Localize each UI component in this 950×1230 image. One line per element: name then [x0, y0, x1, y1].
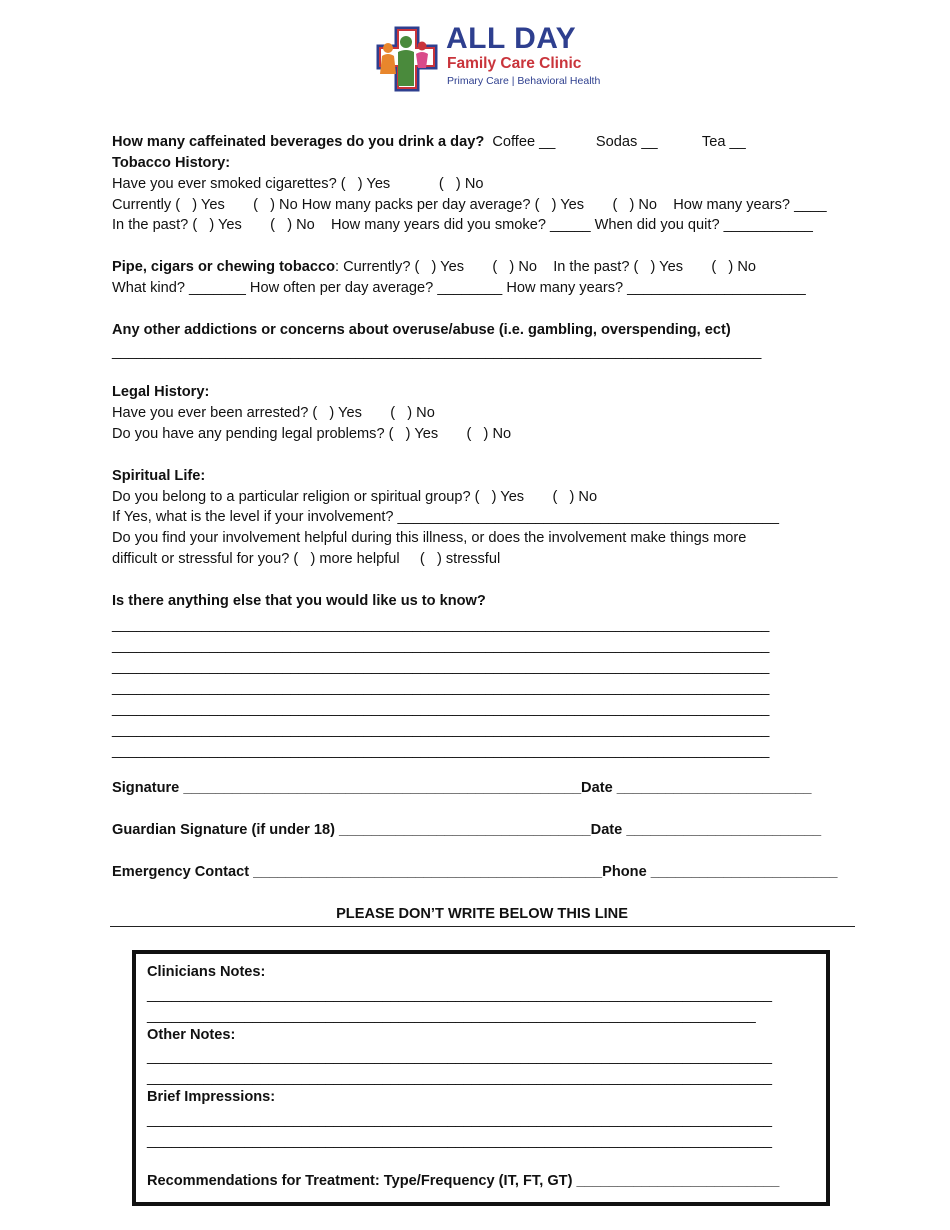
- brief-impressions-blank[interactable]: _____________________________________________________________________________: [147, 1112, 772, 1128]
- family-cross-icon: [374, 24, 442, 94]
- pipe-details[interactable]: What kind? _______ How often per day average? ________ How many years? ______________________: [112, 280, 806, 296]
- divider-rule: [110, 926, 855, 927]
- legal-title: Legal History:: [112, 384, 210, 400]
- other-notes-label: Other Notes:: [147, 1027, 236, 1043]
- spiritual-religion[interactable]: Do you belong to a particular religion or spiritual group? ( ) Yes ( ) No: [112, 489, 598, 505]
- pipe-currently[interactable]: : Currently? ( ) Yes ( ) No In the past? ( ) Yes ( ) No: [335, 259, 756, 275]
- addictions-blank[interactable]: ________________________________________________________________________________: [112, 344, 762, 360]
- anything-else-blank[interactable]: _________________________________________________________________________________: [112, 680, 770, 696]
- legal-arrested[interactable]: Have you ever been arrested? ( ) Yes ( ) No: [112, 405, 435, 421]
- caffeine-options[interactable]: Coffee __ Sodas __ Tea __: [484, 134, 746, 150]
- recommendations-line[interactable]: Recommendations for Treatment: Type/Frequency (IT, FT, GT) _________________________: [147, 1173, 780, 1189]
- signature-line[interactable]: Signature _________________________________________________Date ________________________: [112, 780, 812, 796]
- anything-else-blank[interactable]: _________________________________________________________________________________: [112, 701, 770, 717]
- office-use-box: [132, 950, 830, 1206]
- spiritual-title: Spiritual Life:: [112, 468, 206, 484]
- addictions-question: Any other addictions or concerns about overuse/abuse (i.e. gambling, overspending, ect): [112, 322, 731, 338]
- other-notes-blank[interactable]: _____________________________________________________________________________: [147, 1049, 772, 1065]
- clinicians-notes-blank[interactable]: ___________________________________________________________________________: [147, 1008, 756, 1024]
- tobacco-title: Tobacco History:: [112, 155, 231, 171]
- guardian-signature-line[interactable]: Guardian Signature (if under 18) _______________________________Date ________________________: [112, 822, 822, 838]
- legal-pending[interactable]: Do you have any pending legal problems? ( ) Yes ( ) No: [112, 426, 512, 442]
- caffeine-question: How many caffeinated beverages do you drink a day?: [112, 134, 485, 150]
- anything-else-blank[interactable]: _________________________________________________________________________________: [112, 743, 770, 759]
- clinic-logo: [374, 22, 614, 96]
- clinicians-notes-blank[interactable]: _____________________________________________________________________________: [147, 987, 772, 1003]
- pipe-label: Pipe, cigars or chewing tobacco: [112, 259, 336, 275]
- spiritual-helpful-question: Do you find your involvement helpful during this illness, or does the involvement make things more: [112, 530, 747, 546]
- divider-text: PLEASE DON’T WRITE BELOW THIS LINE: [336, 906, 628, 922]
- logo-tagline: Primary Care | Behavioral Health: [447, 75, 601, 87]
- tobacco-past[interactable]: In the past? ( ) Yes ( ) No How many years did you smoke? _____ When did you quit? ___________: [112, 217, 813, 233]
- anything-else-question: Is there anything else that you would like us to know?: [112, 593, 486, 609]
- emergency-contact-line[interactable]: Emergency Contact ___________________________________________Phone _______________________: [112, 864, 838, 880]
- logo-subtitle: Family Care Clinic: [447, 55, 582, 72]
- spiritual-helpful-options[interactable]: difficult or stressful for you? ( ) more helpful ( ) stressful: [112, 551, 501, 567]
- brief-impressions-label: Brief Impressions:: [147, 1089, 276, 1105]
- caffeine-row: [112, 132, 746, 152]
- logo-title: ALL DAY: [446, 22, 577, 55]
- other-notes-blank[interactable]: _____________________________________________________________________________: [147, 1070, 772, 1086]
- tobacco-currently[interactable]: Currently ( ) Yes ( ) No How many packs per day average? ( ) Yes ( ) No How many years? ____: [112, 197, 827, 213]
- spiritual-level[interactable]: If Yes, what is the level if your involvement? _______________________________________________: [112, 509, 780, 525]
- anything-else-blank[interactable]: _________________________________________________________________________________: [112, 659, 770, 675]
- anything-else-blank[interactable]: _________________________________________________________________________________: [112, 638, 770, 654]
- clinicians-notes-label: Clinicians Notes:: [147, 964, 266, 980]
- brief-impressions-blank[interactable]: _____________________________________________________________________________: [147, 1133, 772, 1149]
- anything-else-blank[interactable]: _________________________________________________________________________________: [112, 617, 770, 633]
- pipe-row: [112, 257, 756, 277]
- anything-else-blank[interactable]: _________________________________________________________________________________: [112, 722, 770, 738]
- tobacco-ever-smoked[interactable]: Have you ever smoked cigarettes? ( ) Yes ( ) No: [112, 176, 484, 192]
